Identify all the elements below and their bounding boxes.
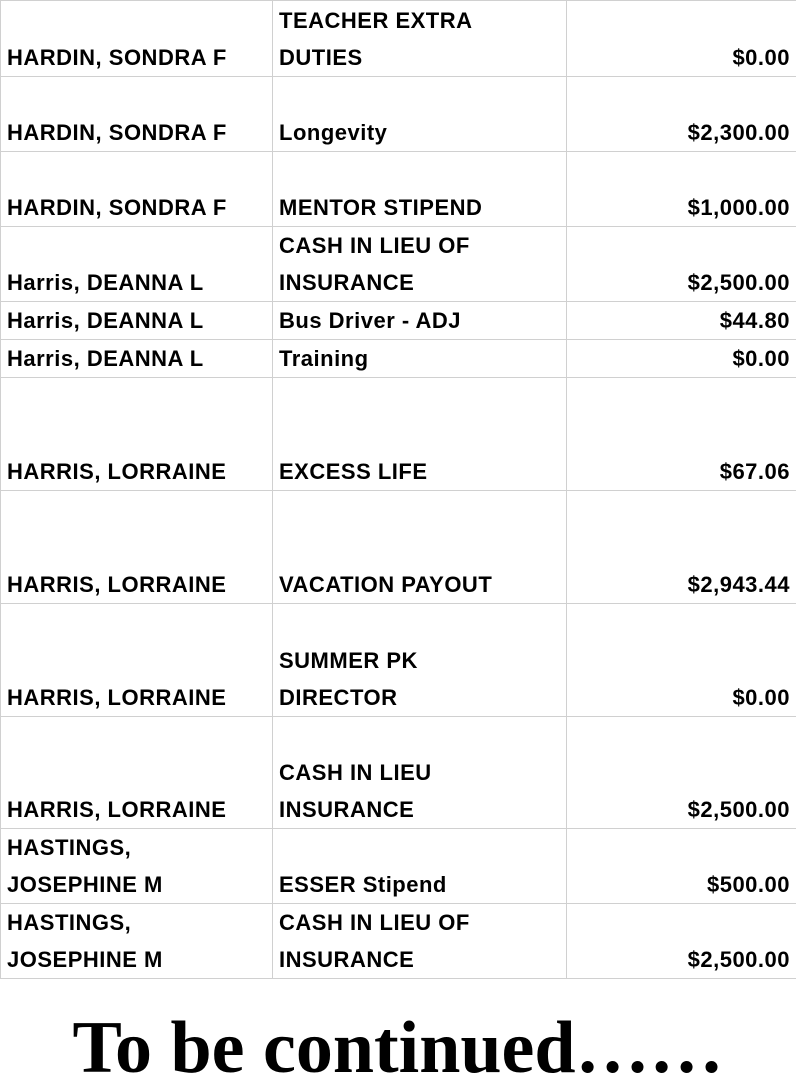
table-row [1, 829, 796, 904]
employee-name-cell: HASTINGS, JOSEPHINE M [1, 829, 273, 904]
amount-cell: $2,500.00 [567, 717, 796, 829]
description-cell: CASH IN LIEU INSURANCE [273, 717, 567, 829]
table-row [1, 152, 796, 227]
employee-name-cell: Harris, DEANNA L [1, 302, 273, 340]
amount-cell: $2,943.44 [567, 491, 796, 604]
description-cell: Longevity [273, 77, 567, 152]
description-cell: ESSER Stipend [273, 829, 567, 904]
employee-name-cell: Harris, DEANNA L [1, 340, 273, 378]
amount-cell: $44.80 [567, 302, 796, 340]
amount-cell: $500.00 [567, 829, 796, 904]
description-cell: TEACHER EXTRA DUTIES [273, 1, 567, 77]
employee-name-cell: HASTINGS, JOSEPHINE M [1, 904, 273, 979]
employee-name-cell: HARDIN, SONDRA F [1, 77, 273, 152]
employee-name-cell: HARRIS, LORRAINE [1, 604, 273, 717]
description-cell: EXCESS LIFE [273, 378, 567, 491]
amount-cell: $0.00 [567, 340, 796, 378]
amount-cell: $2,500.00 [567, 227, 796, 302]
amount-cell: $2,500.00 [567, 904, 796, 979]
table-row [1, 77, 796, 152]
description-cell: CASH IN LIEU OF INSURANCE [273, 227, 567, 302]
amount-cell: $0.00 [567, 604, 796, 717]
employee-name-cell: HARRIS, LORRAINE [1, 717, 273, 829]
employee-name-cell: HARDIN, SONDRA F [1, 1, 273, 77]
employee-name-cell: Harris, DEANNA L [1, 227, 273, 302]
employee-name-cell: HARDIN, SONDRA F [1, 152, 273, 227]
table-row [1, 717, 796, 829]
amount-cell: $1,000.00 [567, 152, 796, 227]
table-row [1, 378, 796, 491]
table-row [1, 227, 796, 302]
table-row [1, 904, 796, 979]
amount-cell: $0.00 [567, 1, 796, 77]
description-cell: MENTOR STIPEND [273, 152, 567, 227]
table-row [1, 302, 796, 340]
employee-name-cell: HARRIS, LORRAINE [1, 378, 273, 491]
amount-cell: $2,300.00 [567, 77, 796, 152]
table-row [1, 1, 796, 77]
table-row [1, 491, 796, 604]
amount-cell: $67.06 [567, 378, 796, 491]
continued-notice: To be continued…… [0, 1008, 796, 1088]
description-cell: VACATION PAYOUT [273, 491, 567, 604]
description-cell: CASH IN LIEU OF INSURANCE [273, 904, 567, 979]
table-row [1, 340, 796, 378]
description-cell: SUMMER PK DIRECTOR [273, 604, 567, 717]
table-row [1, 604, 796, 717]
description-cell: Training [273, 340, 567, 378]
employee-name-cell: HARRIS, LORRAINE [1, 491, 273, 604]
description-cell: Bus Driver - ADJ [273, 302, 567, 340]
